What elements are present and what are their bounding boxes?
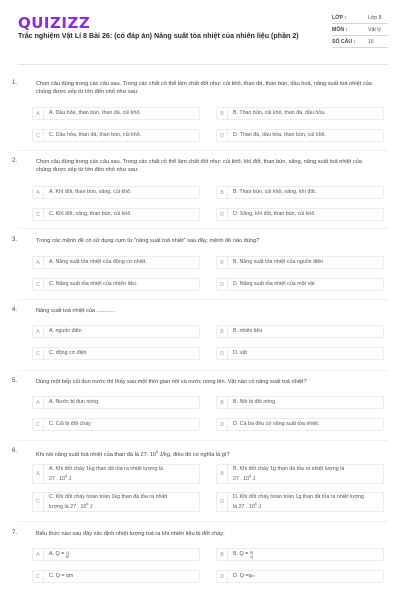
option-b[interactable] <box>216 107 384 120</box>
meta-value: Vật lý <box>364 24 388 36</box>
option-letter: D <box>217 209 228 220</box>
option-letter: B <box>217 326 228 337</box>
option-d[interactable] <box>216 208 384 221</box>
option-a[interactable] <box>32 464 200 484</box>
option-c[interactable] <box>32 278 200 291</box>
option-d[interactable] <box>216 347 384 360</box>
question-number: 6. <box>12 448 18 454</box>
meta-value: 16 <box>364 36 388 48</box>
fraction-numerator: m <box>249 549 254 555</box>
option-text: A. Nước bị đun nóng. <box>49 399 100 405</box>
exponent: 6 <box>65 473 68 478</box>
question-number: 5. <box>12 378 18 384</box>
question-text: Biểu thức nào sau đây xác định nhiệt lượng toả ra khi nhiên liệu bị đốt cháy: <box>36 531 225 537</box>
option-line: J <box>256 503 261 510</box>
option-a[interactable] <box>32 107 200 120</box>
option-text: A. Khí đốt, than bùn, xăng, củi khô. <box>49 189 132 195</box>
question-text-part: J/kg, điều đó có nghĩa là gì? <box>158 451 230 458</box>
option-letter: C <box>33 279 44 290</box>
option-b[interactable] <box>216 186 384 199</box>
option-line: C. Khi đốt cháy hoàn toàn 1kg than đá tỏa ra nhiệt <box>49 493 168 500</box>
option-c[interactable] <box>32 129 200 142</box>
option-letter: A <box>33 187 44 198</box>
exponent: 6 <box>254 501 257 506</box>
formula-prefix: A. Q = <box>49 551 65 557</box>
option-letter: C <box>33 130 44 141</box>
meta-label: LỚP : <box>332 12 364 24</box>
option-c[interactable] <box>32 418 200 431</box>
question-number: 3. <box>12 237 18 243</box>
option-letter: D <box>217 130 228 141</box>
meta-label: MÔN : <box>332 24 364 36</box>
fraction-denominator: m <box>65 553 70 559</box>
option-text: D. Năng suất tỏa nhiệt của một vật. <box>233 281 317 287</box>
option-d[interactable] <box>216 278 384 291</box>
option-letter: B <box>217 397 228 408</box>
option-text <box>233 493 379 511</box>
option-letter: A <box>33 549 44 560</box>
question-divider <box>18 521 388 522</box>
option-line: B. Khi đốt cháy 1g than đá tỏa ra nhiệt lượng là <box>233 465 345 472</box>
option-c[interactable] <box>32 347 200 360</box>
option-letter: B <box>217 257 228 268</box>
option-letter: D <box>217 348 228 359</box>
fraction <box>250 551 254 559</box>
quizizz-logo: QUIZIZZ <box>18 14 91 32</box>
option-letter: A <box>33 326 44 337</box>
option-text <box>233 571 379 582</box>
option-text: C. Củi bị đốt cháy <box>49 421 91 427</box>
question-divider <box>18 440 388 441</box>
quiz-meta-table <box>332 12 388 48</box>
option-c[interactable] <box>32 492 200 512</box>
page-title: Trắc nghiệm Vật Lí 8 Bài 26: (có đáp án) Năng suất tỏa nhiệt của nhiên liệu (phần 2) <box>18 32 299 40</box>
option-letter: D <box>217 419 228 430</box>
option-text: A. Dầu hỏa, than bùn, than đá, củi khô. <box>49 110 141 116</box>
option-line: J <box>88 503 93 510</box>
exponent: 6 <box>249 473 252 478</box>
option-text <box>233 465 379 483</box>
option-text: D. vật <box>233 350 247 356</box>
option-a[interactable] <box>32 548 200 561</box>
option-letter: A <box>33 108 44 119</box>
option-a[interactable] <box>32 256 200 269</box>
option-letter: C <box>33 209 44 220</box>
option-text: B. nhiên liệu <box>233 328 263 334</box>
option-text: C. Q = qm <box>49 573 74 579</box>
option-text: B. Than bùn, củi khô, than đá, dầu hỏa. <box>233 110 326 116</box>
option-a[interactable] <box>32 396 200 409</box>
option-text: A. nguồn điện <box>49 328 82 334</box>
option-letter: C <box>33 419 44 430</box>
option-text <box>49 493 195 511</box>
option-text: C. Năng suất tỏa nhiệt của nhiên liệu. <box>49 281 138 287</box>
meta-value: Lớp 8 <box>364 12 388 24</box>
option-text: B. Than bùn, củi khô, xăng, khí đốt. <box>233 189 317 195</box>
option-text: C. động cơ điện <box>49 350 87 356</box>
question-text: Dùng một bếp củi đun nước thì thấy sau một thời gian nồi và nước nóng lên. Vật nào có năng suất toả nhiệt? <box>36 379 307 385</box>
option-line: lượng là 27 . 10 <box>49 503 87 510</box>
option-d[interactable] <box>216 129 384 142</box>
question-divider <box>18 228 388 229</box>
exponent: m <box>251 574 255 578</box>
option-b[interactable] <box>216 256 384 269</box>
option-line: A. Khi đốt cháy 1kg than đá tỏa ra nhiệt lượng là <box>49 465 163 472</box>
option-text: D. Xăng, khí đốt, than bùn, củi khô. <box>233 211 316 217</box>
option-letter: A <box>33 465 44 483</box>
option-line: J <box>251 475 256 482</box>
question-text: Năng suất toả nhiệt của ............ <box>36 308 116 314</box>
option-d[interactable] <box>216 570 384 583</box>
question-number: 2. <box>12 158 18 164</box>
option-letter: B <box>217 108 228 119</box>
option-line: J <box>67 475 72 482</box>
formula-prefix: B. Q = <box>233 551 249 557</box>
formula-prefix: D. Q = <box>233 573 249 579</box>
option-line: 27 . 10 <box>49 475 66 482</box>
option-text <box>233 549 379 560</box>
option-text: C. Khí đốt, xăng, than bùn, củi khô. <box>49 211 132 217</box>
option-letter: D <box>217 493 228 511</box>
option-text <box>49 549 195 560</box>
formula-base: q <box>248 573 252 579</box>
option-a[interactable] <box>32 186 200 199</box>
option-letter: C <box>33 571 44 582</box>
option-b[interactable] <box>216 464 384 484</box>
option-d[interactable] <box>216 492 384 512</box>
option-b[interactable] <box>216 396 384 409</box>
question-text: Chọn câu đúng trong các câu sau. Trong các chất có thể làm chất đốt như: củi khô, khí đốt, than bùn, xăng, năng suất toả nhiệt của chúng được xếp từ lớn đến nhỏ như sau: <box>36 159 362 173</box>
question-number: 7. <box>12 530 18 536</box>
option-a[interactable] <box>32 325 200 338</box>
option-letter: D <box>217 279 228 290</box>
fraction-denominator: q <box>250 553 253 559</box>
option-text: C. Dầu hỏa, than đá, than bùn, củi khô. <box>49 132 142 138</box>
option-text: A. Năng suất tỏa nhiệt của động cơ nhiệt. <box>49 259 147 265</box>
question-text: Trong các mệnh đề có sử dụng cụm từ "năng suất toả nhiệt" sau đây, mệnh đề nào đúng? <box>36 238 260 244</box>
option-c[interactable] <box>32 208 200 221</box>
fraction <box>66 551 70 559</box>
option-b[interactable] <box>216 548 384 561</box>
option-text: B. Nồi bị đốt nóng. <box>233 399 277 405</box>
option-letter: A <box>33 397 44 408</box>
option-text: D. Than đá, dầu hỏa, than bùn, củi khô. <box>233 132 326 138</box>
question-number: 1. <box>12 80 18 86</box>
option-text: B. Năng suất tỏa nhiệt của nguồn điện. <box>233 259 325 265</box>
option-b[interactable] <box>216 325 384 338</box>
fraction-numerator: q <box>66 549 69 555</box>
question-number: 4. <box>12 307 18 313</box>
option-text <box>49 465 195 483</box>
option-letter: B <box>217 549 228 560</box>
question-text-part: Khi nói năng suất toả nhiệt của than đá là 27. 10 <box>36 451 157 458</box>
question-text: Chọn câu đúng trong các câu sau. Trong các chất có thể làm chất đốt như: củi khô, than đá, than bùn, dầu hoả, năng suất toả nhiệt của chúng được xếp từ lớn đến nhỏ như sau: <box>36 81 372 95</box>
exponent: 6 <box>86 501 89 506</box>
page-header <box>0 0 400 64</box>
question-divider <box>18 370 388 371</box>
option-letter: A <box>33 257 44 268</box>
option-letter: B <box>217 465 228 483</box>
option-line: là 27 . 10 <box>233 503 255 510</box>
header-divider <box>18 64 388 65</box>
meta-label: SỐ CÂU : <box>332 36 364 48</box>
option-line: D. Khi đốt cháy hoàn toàn 1g than đá tỏa ra nhiệt lượng <box>233 493 364 500</box>
option-letter: C <box>33 493 44 511</box>
option-text: D. Cả ba đều có năng suất tỏa nhiệt. <box>233 421 320 427</box>
question-text <box>36 448 376 459</box>
option-letter: B <box>217 187 228 198</box>
option-letter: C <box>33 348 44 359</box>
question-divider <box>18 150 388 151</box>
question-divider <box>18 299 388 300</box>
option-letter: D <box>217 571 228 582</box>
option-line: 27 . 10 <box>233 475 250 482</box>
option-c[interactable] <box>32 570 200 583</box>
exponent: 6 <box>156 450 159 454</box>
option-d[interactable] <box>216 418 384 431</box>
